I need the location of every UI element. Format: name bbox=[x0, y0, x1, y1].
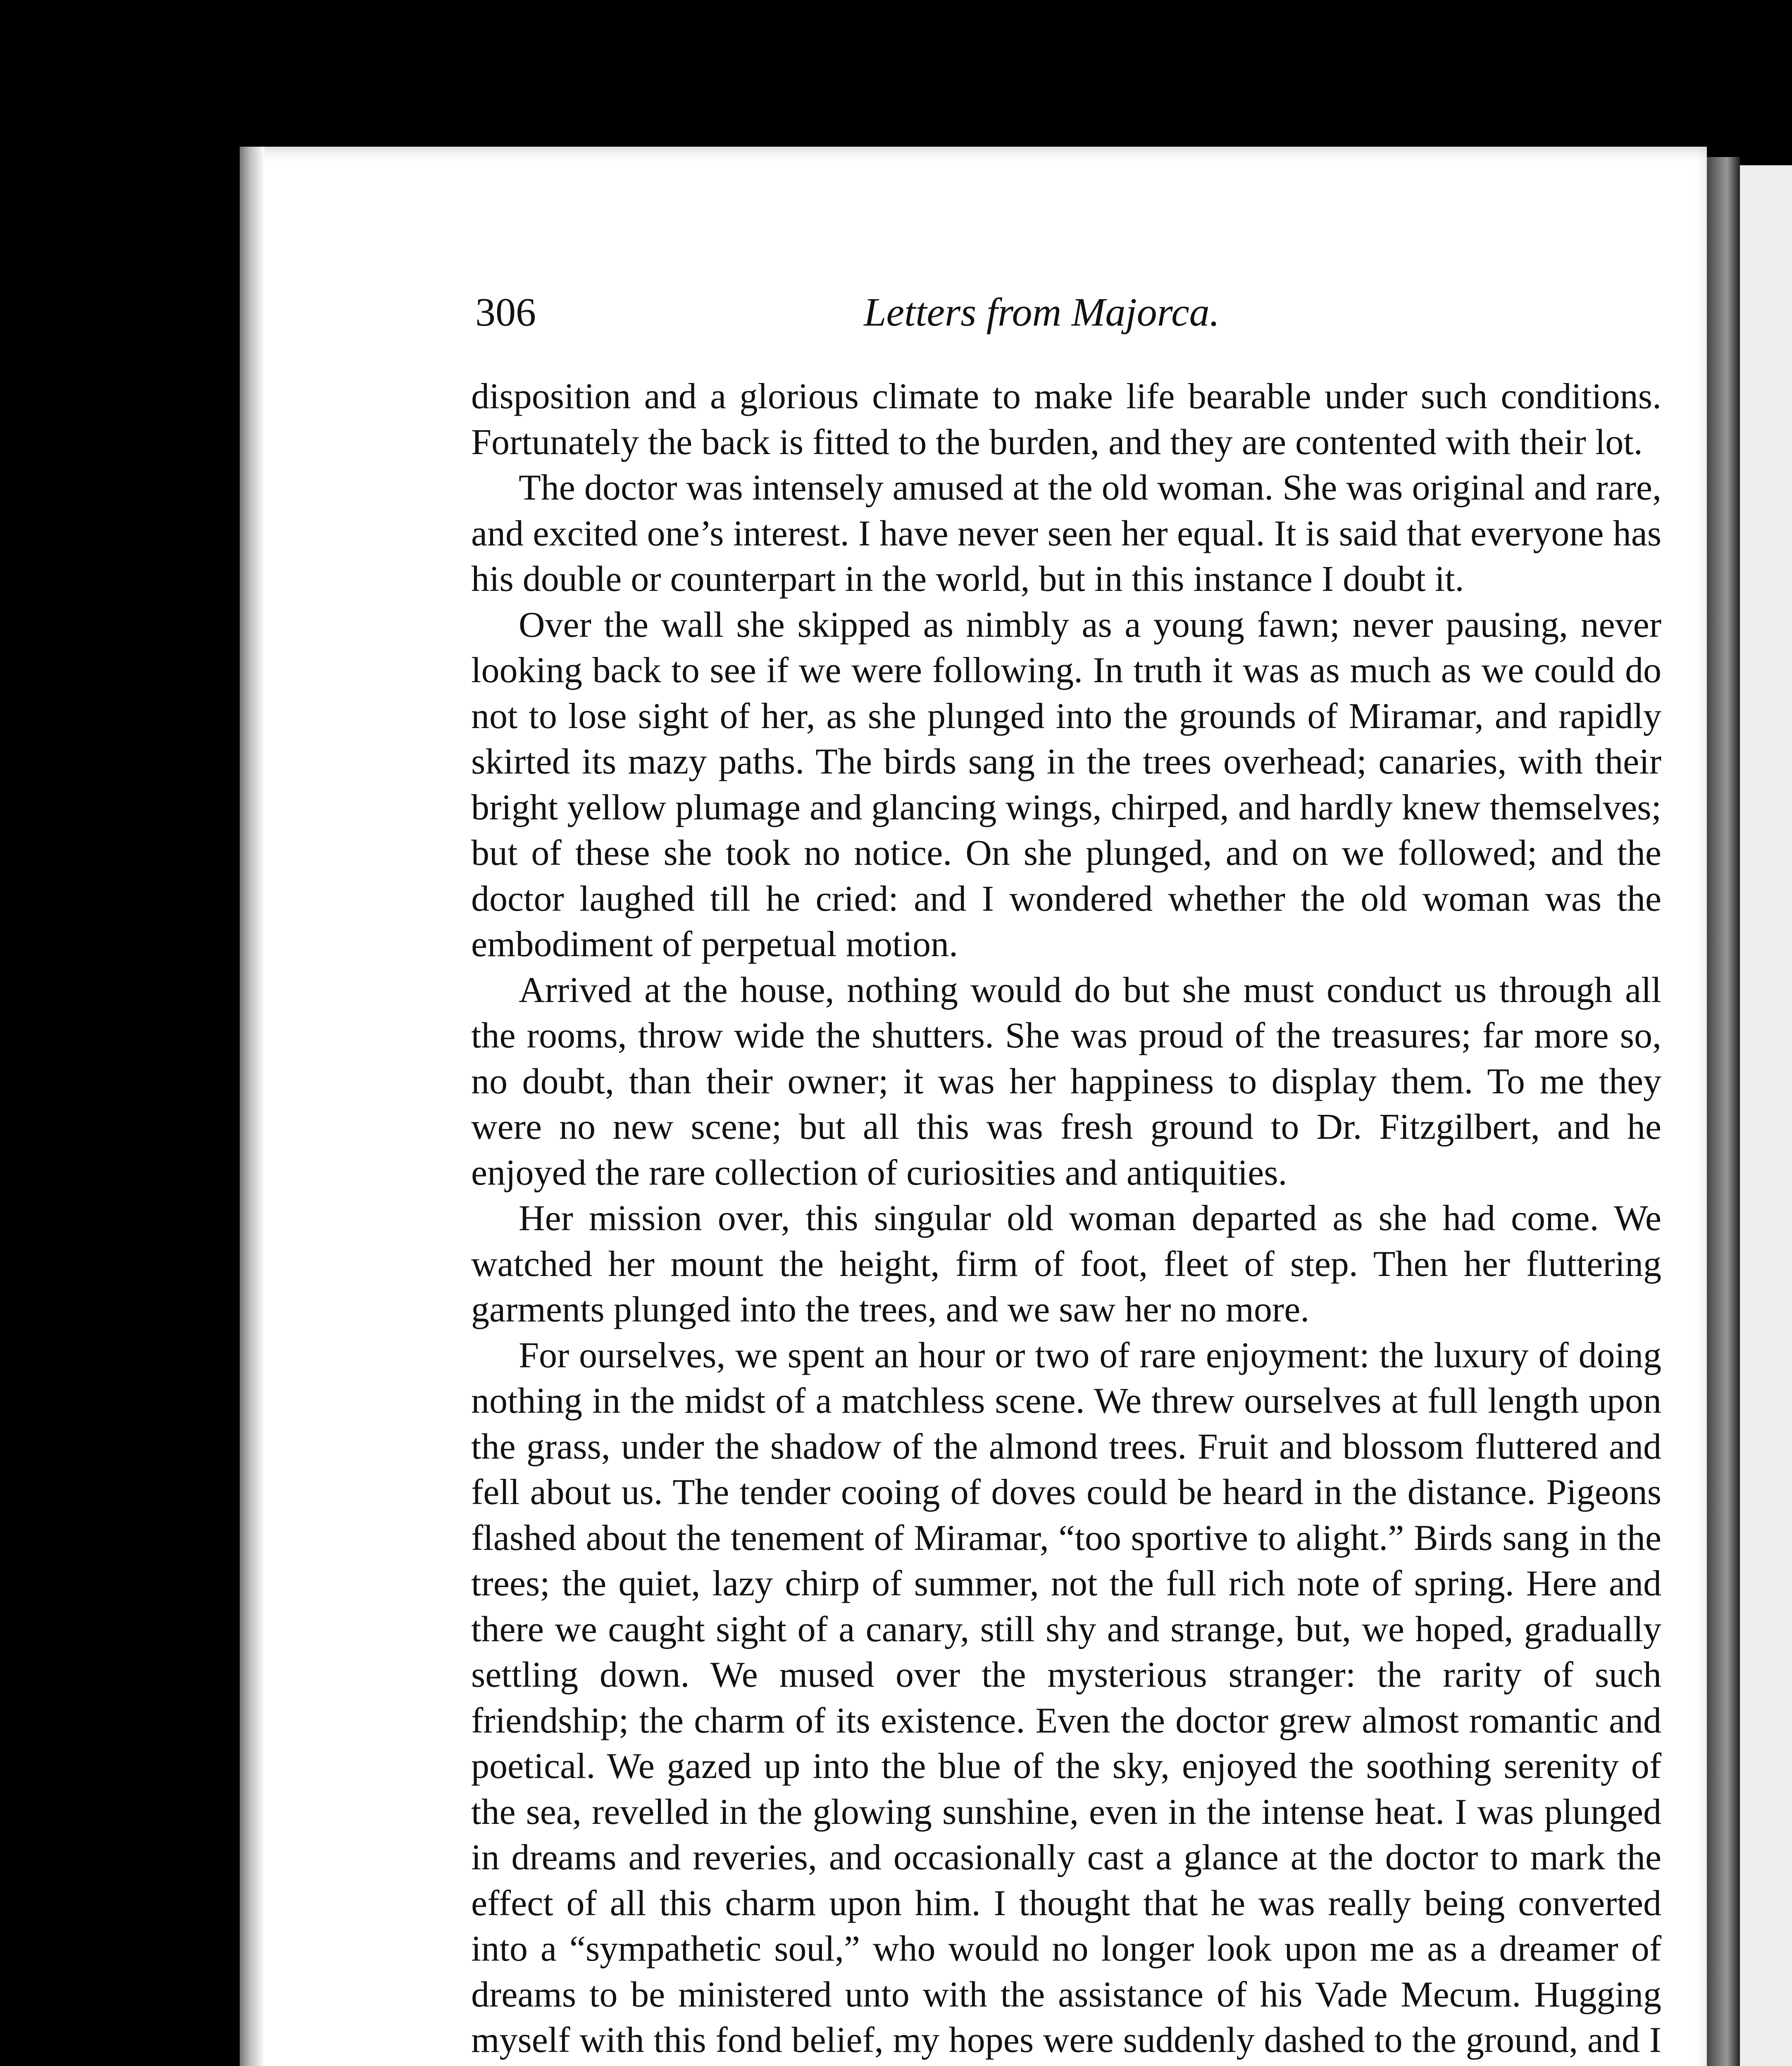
paragraph: Arrived at the house, nothing would do but she must conduct us through all the rooms, throw wide the shutters. She was proud of the treasures; far more so, no doubt, than their owner; it was her happiness to display them. To me they were no new scene; but all this was fresh ground to Dr. Fitzgilbert, and he enjoyed the rare collection of curiosities and antiquities. bbox=[471, 970, 1661, 1193]
next-page-edge bbox=[1740, 165, 1792, 2066]
paragraph: The doctor was intensely amused at the old woman. She was original and rare, and excited one’s interest. I have never seen her equal. It is said that everyone has his double or counterpart in the world, but in this instance I doubt it. bbox=[471, 468, 1661, 599]
body-text bbox=[471, 374, 1661, 2066]
page-header bbox=[475, 289, 1302, 347]
paragraph: disposition and a glorious climate to make life bearable under such conditions. Fortunately the back is fitted to the burden, and they are contented with their lot. bbox=[471, 376, 1661, 462]
running-title: Letters from Majorca. bbox=[864, 290, 1220, 335]
paragraph: Her mission over, this singular old woman departed as she had come. We watched her mount the height, firm of foot, fleet of step. Then her fluttering garments plunged into the trees, and we saw her no more. bbox=[471, 1198, 1661, 1330]
paragraph: Over the wall she skipped as nimbly as a young fawn; never pausing, never looking back to see if we were following. In truth it was as much as we could do not to lose sight of her, as she plunged into the grounds of Miramar, and rapidly skirted its mazy paths. The birds sang in the trees overhead; canaries, with their bright yellow plumage and glancing wings, chirped, and hardly knew themselves; but of these she took no notice. On she plunged, and on we followed; and the doctor laughed till he cried: and I wondered whether the old woman was the embodiment of perpetual motion. bbox=[471, 605, 1661, 964]
paragraph: For ourselves, we spent an hour or two of rare enjoyment: the luxury of doing nothing in the midst of a matchless scene. We threw ourselves at full length upon the grass, under the shadow of the almond trees. Fruit and blossom fluttered and fell about us. The tender cooing of doves could be heard in the distance. Pigeons flashed about the tenement of Miramar, “too sportive to alight.” Birds sang in the trees; the quiet, lazy chirp of summer, not the full rich note of spring. Here and there we caught sight of a canary, still shy and strange, but, we hoped, gradually settling down. We mused over the mysterious stranger: the rarity of such friendship; the charm of its existence. Even the doctor grew almost romantic and poetical. We gazed up into the blue of the sky, enjoyed the soothing serenity of the sea, revelled in the glowing sunshine, even in the intense heat. I was plunged in dreams and reveries, and occasionally cast a glance at the doctor to mark the effect of all this charm upon him. I thought that he was really being converted into a “sympathetic soul,” who would no longer look upon me as a dreamer of dreams to be ministered unto with the assistance of his Vade Mecum. Hugging myself with this fond belief, my hopes were suddenly dashed to the ground, and I bbox=[471, 1335, 1661, 2060]
page-edge-shadow bbox=[1707, 157, 1740, 2066]
page-number: 306 bbox=[475, 290, 536, 335]
page-gutter-shadow bbox=[240, 147, 265, 2066]
